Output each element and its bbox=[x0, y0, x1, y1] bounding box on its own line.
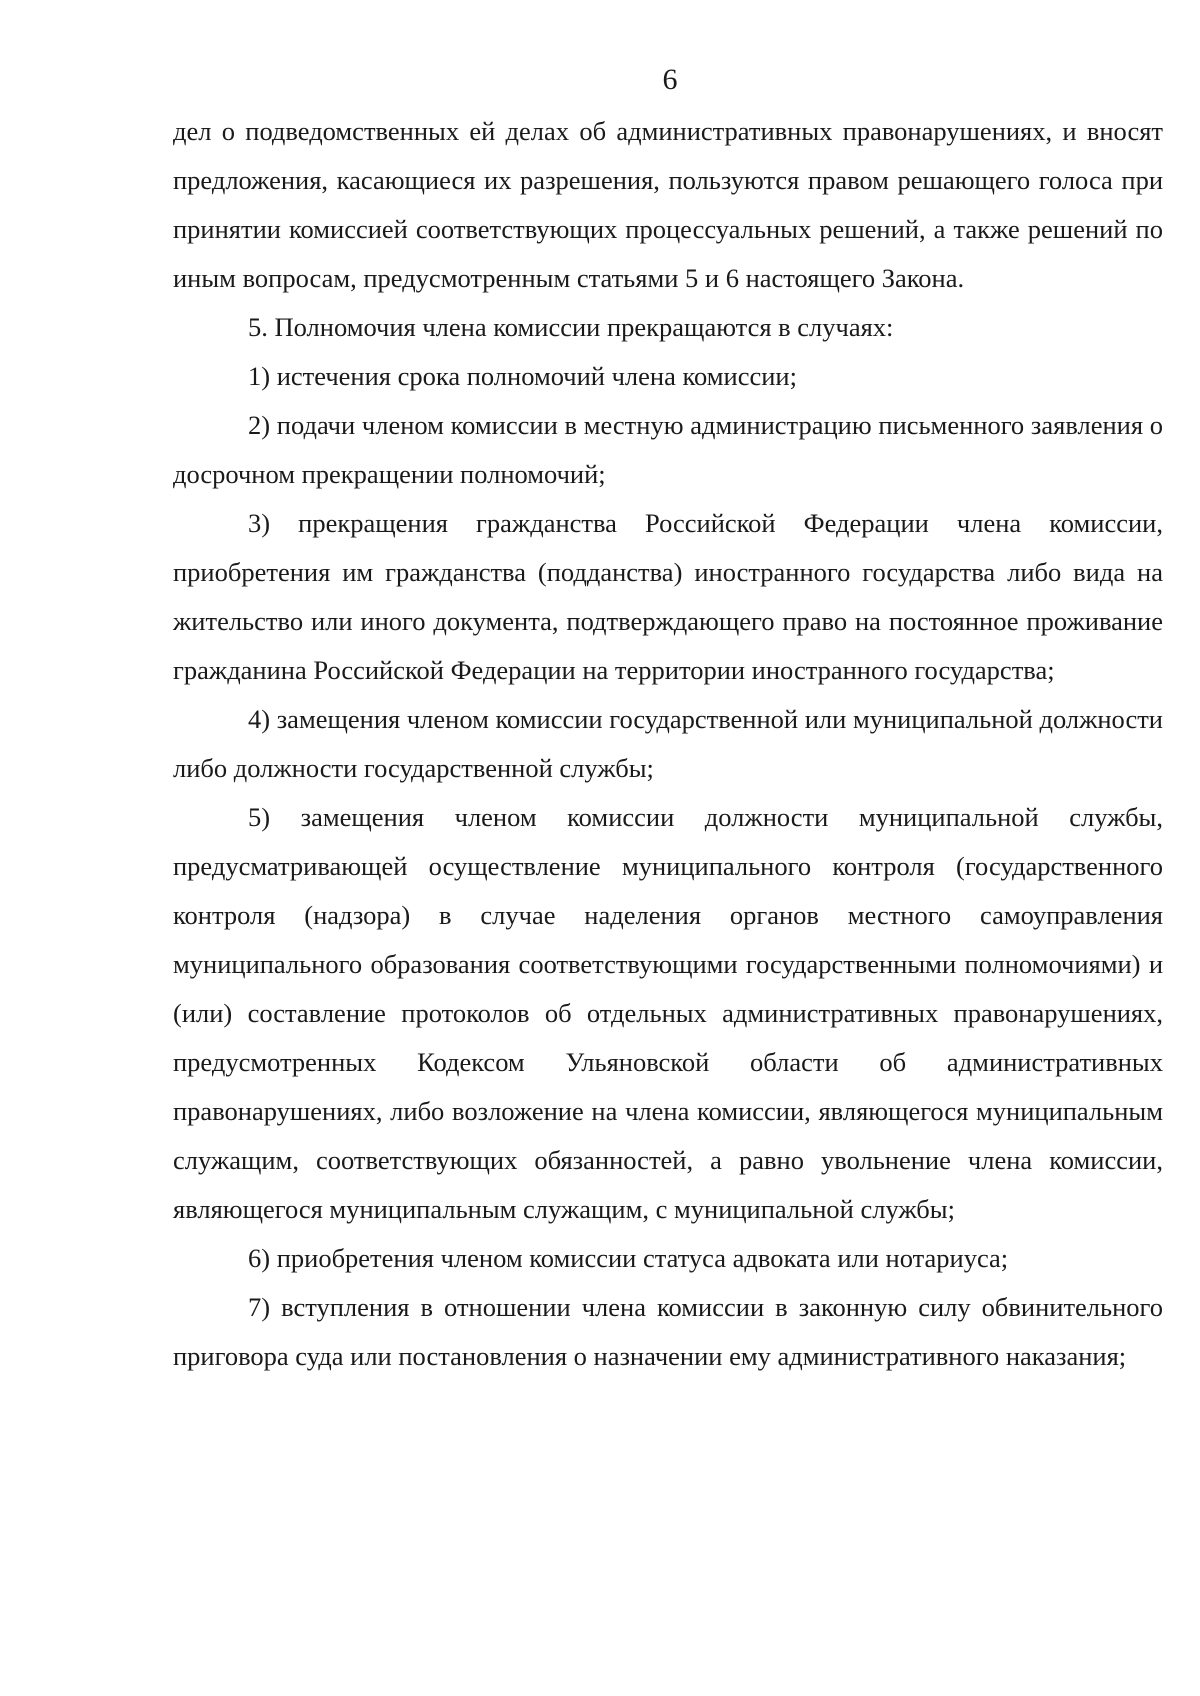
list-item-1: 1) истечения срока полномочий члена комиссии; bbox=[248, 361, 797, 391]
paragraph-clause-5: 5. Полномочия члена комиссии прекращаются в случаях: bbox=[248, 312, 894, 342]
document-body bbox=[173, 107, 1163, 1381]
page-number: 6 bbox=[662, 63, 678, 96]
list-item-3: 3) прекращения гражданства Российской Федерации члена комиссии, приобретения им гражданства (подданства) иностранного государства либо вида на жительство или иного документа, подтверждающего право на постоянное проживание гражданина Российской Федерации на территории иностранного государства; bbox=[173, 508, 1163, 685]
list-item-7: 7) вступления в отношении члена комиссии в законную силу обвинительного приговора суда или постановления о назначении ему административного наказания; bbox=[173, 1292, 1163, 1371]
paragraph-continuation: дел о подведомственных ей делах об административных правонарушениях, и вносят предложения, касающиеся их разрешения, пользуются правом решающего голоса при принятии комиссией соответствующих процессуальных решений, а также решений по иным вопросам, предусмотренным статьями 5 и 6 настоящего Закона. bbox=[173, 116, 1163, 293]
list-item-2: 2) подачи членом комиссии в местную администрацию письменного заявления о досрочном прекращении полномочий; bbox=[173, 410, 1163, 489]
list-item-4: 4) замещения членом комиссии государственной или муниципальной должности либо должности государственной службы; bbox=[173, 704, 1163, 783]
list-item-5: 5) замещения членом комиссии должности муниципальной службы, предусматривающей осуществление муниципального контроля (государственного контроля (надзора) в случае наделения органов местного самоуправления муниципального образования соответствующими государственными полномочиями) и (или) составление протоколов об отдельных административных правонарушениях, предусмотренных Кодексом Ульяновской области об административных правонарушениях, либо возложение на члена комиссии, являющегося муниципальным служащим, соответствующих обязанностей, а равно увольнение члена комиссии, являющегося муниципальным служащим, с муниципальной службы; bbox=[173, 802, 1163, 1224]
list-item-6: 6) приобретения членом комиссии статуса адвоката или нотариуса; bbox=[248, 1243, 1009, 1273]
